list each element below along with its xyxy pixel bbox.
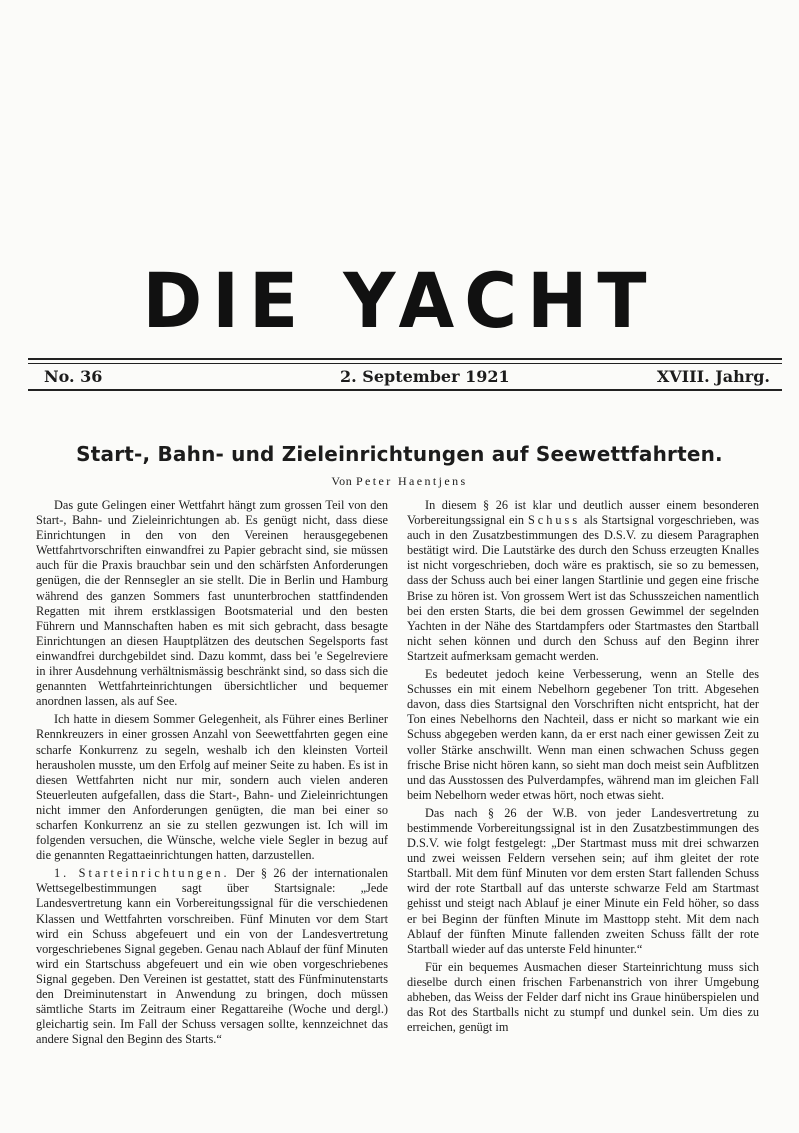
- section-heading: 1. Starteinrichtungen.: [54, 866, 230, 881]
- author-name: Peter Haentjens: [355, 474, 468, 488]
- paragraph: Das gute Gelingen einer Wettfahrt hängt zum grossen Teil von den Start-, Bahn- und Zieleinrichtungen ab. Es genügt nicht, dass diese Einrichtungen in den von den Vereinen herausgegebenen Wettfahrtvorschriften einwandfrei zu Papier gebracht sind, sie müssen auch für die Praxis brauchbar sein und den schärfsten Anforderungen genügen, die der Rennsegler an sie stellt. Die in Berlin und Hamburg während des ganzen Sommers fast ununterbrochen stattfindenden Regatten mit ihrem erstklassigen Bootsmaterial und den besten Führern und Mannschaften haben es mit sich gebracht, dass besagte Einrichtungen an diesen Hauptplätzen des deutschen Segelsports fast einwandfrei durchgebildet sind. Dazu kommt, dass bei 'e Segelreviere in ihrer Ausdehnung verhältnismässig beschränkt sind, so dass sich die genannten Wettfahrteinrichtungen übersichtlicher und bequemer anordnen lassen, als auf See.: [36, 498, 388, 709]
- paragraph: [407, 498, 759, 664]
- paragraph: [36, 866, 388, 1047]
- issue-volume: XVIII. Jahrg.: [656, 367, 770, 386]
- byline: [0, 474, 799, 489]
- paragraph: Ich hatte in diesem Sommer Gelegenheit, als Führer eines Berliner Rennkreuzers in einer grossen Anzahl von Seewettfahrten gegen eine scharfe Konkurrenz zu segeln, weshalb ich den kleinsten Vorteil herausholen musste, um den Erfolg auf meiner Seite zu haben. Es ist in diesen Wettfahrten nicht nur mir, sondern auch vielen anderen Steuerleuten aufgefallen, dass die Start-, Bahn- und Zieleinrichtungen nicht immer den Anforderungen genügten, die man bei einer so scharfen Konkurrenz an sie zu stellen gezwungen ist. Ich will im folgenden versuchen, die Wünsche, welche viele Segler in bezug auf die genannten Regattaeinrichtungen hatten, darzustellen.: [36, 712, 388, 863]
- header-rule-top: [28, 358, 782, 360]
- paragraph-text: als Startsignal vorgeschrieben, was auch in den Zusatzbestimmungen des D.S.V. zu diesem Paragraphen bestätigt wird. Die Lautstärke des durch den Schuss erzeugten Knalles ist nicht vorgeschrieben, doch wäre es praktisch, sie so zu bemessen, dass der Schuss auch bei einer langen Startlinie und gegen eine frische Brise zu hören ist. Von grossem Wert ist das Schusszeichen namentlich bei den ersten Starts, die bei dem grossen Gewimmel der segelnden Yachten in der Nähe des Startdampfers oder Startmastes den Startball nicht sehen können und durch den Schuss auf den Beginn ihrer Startzeit aufmerksam gemacht werden.: [407, 513, 760, 663]
- byline-prefix: Von: [331, 474, 353, 488]
- emphasis-text: Schuss: [527, 513, 581, 528]
- article-title: Start-, Bahn- und Zieleinrichtungen auf Seewettfahrten.: [76, 442, 723, 466]
- paragraph: Es bedeutet jedoch keine Verbesserung, wenn an Stelle des Schusses ein mit einem Nebelhorn gegebener Ton tritt. Abgesehen davon, dass dies Startsignal den Vorschriften nicht entspricht, hat der Ton eines Nebelhorns den Nachteil, dass er nicht so markant wie ein Schuss abgegeben werden kann, da er erst nach einer gewissen Zeit zu voller Stärke anschwillt. Wenn man einen schwachen Schuss gegen frische Brise nicht hören kann, so sieht man doch meist sein Aufblitzen und das Ausstossen des Pulverdampfes, während man im gleichen Fall beim Nebelhorn weder etwas hört, noch etwas sieht.: [407, 667, 759, 802]
- left-column: [36, 498, 388, 1050]
- header-rule-bottom: [28, 389, 782, 391]
- masthead-title: DIE YACHT: [142, 256, 657, 346]
- header-rule-top-thin: [28, 363, 782, 364]
- paragraph-text: In diesem § 26 ist klar und deutlich ausser einem besonderen Vorbereitungssignal ein: [407, 498, 759, 528]
- paragraph: Für ein bequemes Ausmachen dieser Starteinrichtung muss sich dieselbe durch einen frischen Farbenanstrich von ihrer Umgebung abheben, das Weiss der Felder darf nicht ins Graue hinüberspielen und das Rot des Startballs nicht zu stumpf und dunkel sein. Um dies zu erreichen, genügt im: [407, 959, 759, 1035]
- paragraph-text: Der § 26 der internationalen Wettsegelbestimmungen sagt über Startsignale: „Jede Landesvertretung kann ein Vorbereitungssignal für die verschiedenen Klassen und Wettfahrten vorschreiben. Fünf Minuten vor dem Start wird ein Schuss abgefeuert und ein von der Landesvertretung vorgeschriebenes Signal gegeben. Genau nach Ablauf der fünf Minuten wird ein Startschuss abgefeuert und ein wie oben vorgeschriebenes Signal gegeben. Den Vereinen ist gestattet, statt des Fünfminutenstarts den Dreiminutenstart in Anwendung zu bringen, doch müssen sämtliche Starts im Zeitraum einer Regattareihe (Woche und dergl.) gleichartig sein. Im Fall der Schuss versagen sollte, kennzeichnet das andere Signal den Beginn des Starts.“: [36, 866, 388, 1047]
- paragraph: Das nach § 26 der W.B. von jeder Landesvertretung zu bestimmende Vorbereitungssignal ist in den Zusatzbestimmungen des D.S.V. wie folgt festgelegt: „Der Startmast muss mit drei schwarzen und zwei weissen Feldern versehen sein; auf ihm gleitet der rote Startball. Mit dem fünf Minuten vor dem ersten Start fallenden Schuss wird der rote Startball auf das unterste schwarze Feld am Startmast gehisst und steigt nach Ablauf je einer Minute ein Feld höher, so dass er bei Beginn der fünften Minute im Masttopp steht. Mit dem nach Ablauf der fünften Minute fallenden zweiten Schuss fällt der rote Startball wieder auf das unterste Feld hinunter.“: [407, 805, 759, 956]
- right-column: [407, 498, 759, 1038]
- issue-number: No. 36: [44, 367, 103, 386]
- issue-line: [30, 366, 770, 388]
- issue-date: 2. September 1921: [340, 367, 510, 386]
